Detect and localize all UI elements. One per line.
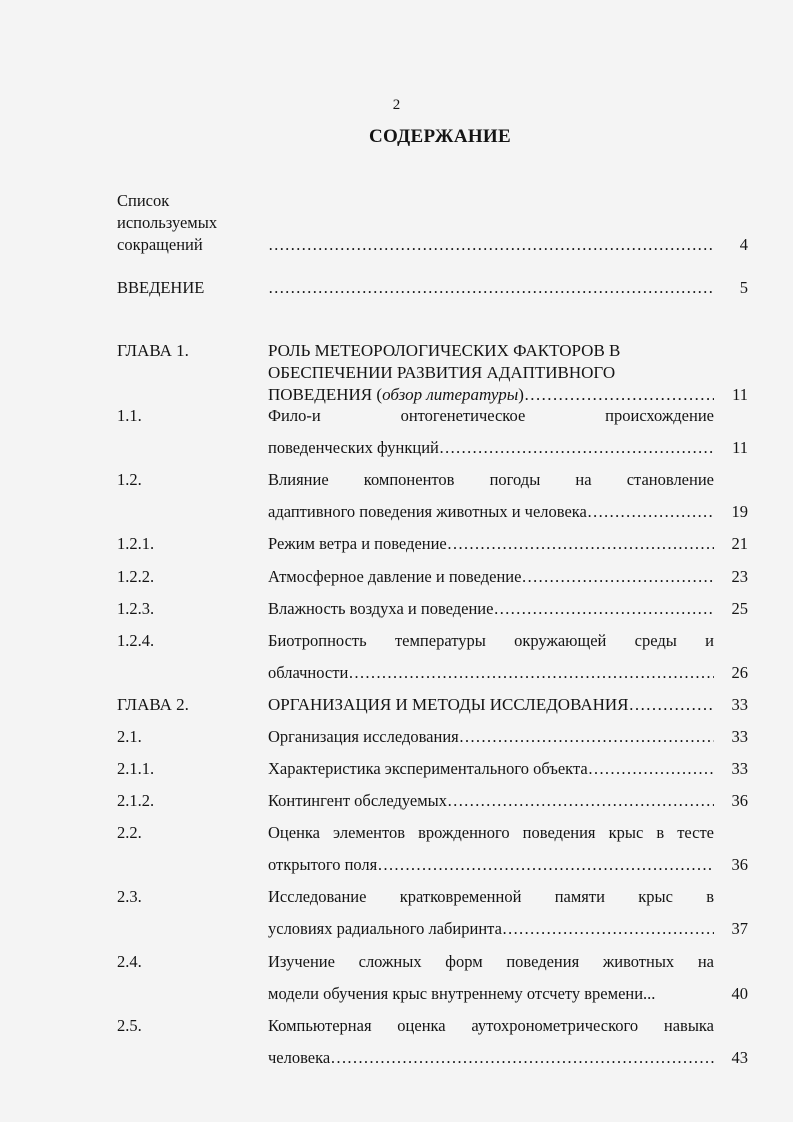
toc-title: Атмосферное давление и поведение ……………………………………………………………………………………………………………… [268,566,714,588]
toc-page: 33 [731,695,748,714]
toc-title: Исследование кратковременной памяти крыс в [268,887,714,906]
toc-title: Режим ветра и поведение ……………………………………………………………………………………………………………… [268,533,714,555]
toc-title: Контингент обследуемых ……………………………………………………………………………………………………………… [268,790,714,812]
toc-page: 26 [731,663,748,682]
toc-number: 2.4. [117,952,142,971]
toc-page: 23 [731,567,748,586]
toc-number: 1.2.1. [117,534,155,553]
toc-page: 33 [731,727,748,746]
toc-title-cont: поведенческих функций ……………………………………………………………………………………………………………… [268,437,714,459]
toc-number: 2.1.1. [117,759,155,778]
toc-number: 2.2. [117,823,142,842]
toc-number: ГЛАВА 2. [117,695,189,714]
page-title: СОДЕРЖАНИЕ [369,126,511,147]
toc-number: 1.2.2. [117,567,155,586]
toc-title: Влажность воздуха и поведение ……………………………………………………………………………………………………………… [268,598,714,620]
toc-label-abbreviations: Список используемых сокращений [117,191,218,254]
page-number: 2 [392,97,401,113]
toc-page: 5 [739,278,748,297]
toc-number: ГЛАВА 1. [117,341,189,360]
toc-title: Характеристика экспериментального объекта ……………………………………………………………………………………………………………… [268,758,714,780]
toc-page: 4 [739,235,748,254]
toc-leader [268,234,714,256]
toc-page: 25 [731,599,748,618]
toc-title-cont: облачности ……………………………………………………………………………………………………………… [268,662,714,684]
toc-number: 1.1. [117,406,142,425]
toc-page: 43 [731,1048,748,1067]
toc-page: 11 [732,438,748,457]
toc-title: Организация исследования ……………………………………………………………………………………………………………… [268,726,714,748]
toc-page: 37 [731,919,748,938]
toc-page: 11 [732,385,748,404]
toc-title: Оценка элементов врожденного поведения крыс в тесте [268,823,714,842]
toc-title-cont: открытого поля ……………………………………………………………………………………………………………… [268,854,714,876]
toc-title: Изучение сложных форм поведения животных на [268,952,714,971]
toc-page: 40 [731,984,748,1003]
toc-title-cont: условиях радиального лабиринта ……………………………………………………………………………………………………………… [268,918,714,940]
toc-label-introduction: ВВЕДЕНИЕ [117,278,205,297]
toc-title: Биотропность температуры окружающей среды и [268,631,714,650]
toc-number: 1.2. [117,470,142,489]
toc-title-cont: адаптивного поведения животных и человека ……………………………………………………………………………………………………………… [268,501,714,523]
toc-page: 19 [731,502,748,521]
toc-page: 36 [731,855,748,874]
toc-title-cont: модели обучения крыс внутреннему отсчету времени... [268,984,656,1003]
toc-title-cont: человека ……………………………………………………………………………………………………………… [268,1047,714,1069]
toc-title: Компьютерная оценка аутохронометрического навыка [268,1016,714,1035]
toc-title: Фило-и онтогенетическое происхождение [268,406,714,425]
toc-page: 33 [731,759,748,778]
toc-number: 2.1.2. [117,791,155,810]
toc-leader [268,277,714,299]
toc-number: 1.2.3. [117,599,155,618]
toc-page: 21 [731,534,748,553]
toc-page: 36 [731,791,748,810]
toc-number: 2.1. [117,727,142,746]
toc-number: 1.2.4. [117,631,155,650]
toc-title: Влияние компонентов погоды на становление [268,470,714,489]
toc-title: РОЛЬ МЕТЕОРОЛОГИЧЕСКИХ ФАКТОРОВ В ОБЕСПЕЧЕНИИ РАЗВИТИЯ АДАПТИВНОГО ПОВЕДЕНИЯ (обзор литературы) ……………………………………………………………………………………………………………… [268,340,714,406]
toc-title: ОРГАНИЗАЦИЯ И МЕТОДЫ ИССЛЕДОВАНИЯ ……………………………………………………………………………………………………………… [268,694,714,716]
toc-number: 2.5. [117,1016,142,1035]
toc-number: 2.3. [117,887,142,906]
